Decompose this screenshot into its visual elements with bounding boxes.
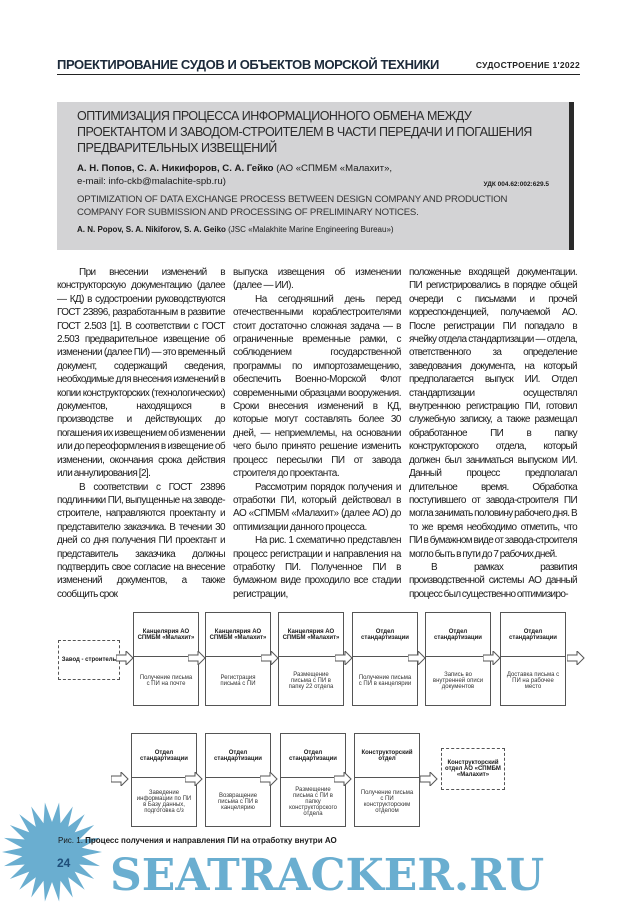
flow-arrow-icon [260,772,278,786]
email[interactable]: e-mail: info-ckb@malachite-spb.ru) [77,175,226,187]
step-department: Канцелярия АО СПМБМ «Малахит» [134,613,198,657]
article-title: ОПТИМИЗАЦИЯ ПРОЦЕССА ИНФОРМАЦИОННОГО ОБМЕНА МЕЖДУ ПРОЕКТАНТОМ И ЗАВОДОМ-СТРОИТЕЛЕМ В ЧАСТИ ПЕРЕДАЧИ И ПОГАШЕНИЯ ПРЕДВАРИТЕЛЬНЫХ ИЗВЕЩЕНИЙ [77,109,532,155]
authors [77,163,457,188]
paragraph: В соответствии с ГОСТ 23896 подлинники ПИ, выпущенные на заводе-строителе, направляются проектанту и представителю заказчика. В течении 30 дней со дня получения ПИ проектант и представитель заказчика должны подтвердить свое согласие на внесение изменений документов, а также сообщить срок [57,481,225,600]
step-action: Получение письма с ПИ на почте [139,675,193,687]
step-department: Отдел стандартизации [206,734,270,778]
caption-text: Процесс получения и направления ПИ на отработку внутри АО [82,836,337,845]
flow-arrow-icon [408,651,426,665]
step-action: Получение письма с ПИ в канцелярии [358,675,412,687]
affiliation-en: (JSC «Malakhite Marine Engineering Bureau») [225,225,394,234]
flow-arrow-icon [420,772,438,786]
step-action: Заведение информации по ПИ в Базу данных, подготовка с/з [136,790,192,814]
flow-arrow-icon [185,772,203,786]
author-names-en: A. N. Popov, S. A. Nikiforov, S. A. Geiko [77,225,226,234]
article-title-en: OPTIMIZATION OF DATA EXCHANGE PROCESS BETWEEN DESIGN COMPANY AND PRODUCTION COMPANY FOR SUBMISSION AND PROCESSING OF PRELIMINARY NOTICES. [77,194,508,218]
page-number: 24 [57,856,71,870]
caption-label: Рис. 1. [58,836,83,845]
paragraph: При внесении изменений в конструкторскую документацию (далее — КД) в судостроении руководствуются ГОСТ 23896, разработанным в развитие ГОСТ 2.503 [1]. В соответствии с ГОСТ 2.503 предварительное извещение об изменении (далее ПИ) — это временный документ, содержащий сведения, необходимые для внесения изменений в копии конструкторских (технологических) документов, находящихся в производстве и действующих до погашения их извещением об изменении или до переоформления в извещение об изменении, окончания срока действия или аннулирования [2]. [57,267,225,480]
affiliation: (АО «СПМБМ «Малахит», [273,163,393,174]
step-action: Получение письма с ПИ конструкторским отделом [360,790,414,814]
sun-logo-icon [0,792,110,904]
step-action: Запись во внутренней описи документов [432,672,484,690]
paragraph: Рассмотрим порядок получения и отработки ПИ, который действовал в АО «СПМБМ «Малахит» (далее АО) до оптимизации данного процесса. [233,481,401,533]
article-header-box [57,102,574,250]
column-1 [57,266,225,601]
start-node: Завод - строитель [58,640,120,680]
paragraph: На рис. 1 схематично представлен процесс регистрации и направления на отработку ПИ. Полученное ПИ в бумажном виде проходило все стадии регистрации, [233,535,401,600]
process-step [500,612,566,706]
flow-arrow-icon [116,651,134,665]
step-action: Размещение письма с ПИ в папку конструкторского отдела [289,787,337,817]
step-department: Отдел стандартизации [132,734,196,778]
running-header [57,54,580,75]
paragraph: На сегодняшний день перед отечественными кораблестроителями стоит достаточно сложная задача — в ограниченные временные рамки, с соблюдением государственной программы по импортозамещению, обеспечить Военно-Морской Флот современными образцами вооружения. Сроки внесения изменений в КД, которые могут составлять более 30 дней, — неприемлемы, на основании чего было принято решение изменить процесс пересылки ПИ от завода строителя до проектанта. [233,293,401,480]
step-action: Доставка письма с ПИ на рабочее место [506,672,560,690]
step-department: Отдел стандартизации [426,613,490,657]
section-title: ПРОЕКТИРОВАНИЕ СУДОВ И ОБЪЕКТОВ МОРСКОЙ ТЕХНИКИ [57,57,439,72]
journal-issue: СУДОСТРОЕНИЕ 1'2022 [475,60,580,70]
step-department: Отдел стандартизации [353,613,417,657]
process-step [425,612,491,706]
step-department: Канцелярия АО СПМБМ «Малахит» [206,613,270,657]
paragraph: положенные входящей документации. ПИ регистрировались в порядке общей очереди с письмами и прочей корреспонденцией, получаемой АО. После регистрации ПИ попадало в ячейку отдела стандартизации — отдела, ответственного за определение заведования документа, на который предполагается выпуск ИИ. Отдел стандартизации осуществлял внутреннюю регистрацию ПИ, готовил служебную записку, а также размещал обработанное ПИ в папку конструкторского отдела, который должен был заниматься выпуском ИИ. Данный процесс предполагал длительное время. Обработка поступившего от завода-строителя ПИ могла занимать половину рабочего дня. В то же время необходимо отметить, что ПИ в бумажном виде от завода-строителя могло быть в пути до 7 рабочих дней. [409,267,577,560]
paragraph: выпуска извещения об изменении (далее — ИИ). [233,267,401,292]
figure-caption [58,836,337,845]
author-names: А. Н. Попов, С. А. Никифоров, С. А. Гейко [77,163,274,174]
flow-arrow-icon [188,651,206,665]
flow-arrow-icon [483,651,501,665]
authors-en [77,225,555,234]
step-action: Размещение письма с ПИ в папку 22 отдела [288,672,334,690]
flow-arrow-icon [335,651,353,665]
step-department: Конструкторский отдел [355,734,419,778]
flow-arrow-icon [261,651,279,665]
step-department: Отдел стандартизации [281,734,345,778]
step-action: Регистрация письма с ПИ [220,675,256,687]
column-2 [233,266,401,601]
step-department: Канцелярия АО СПМБМ «Малахит» [279,613,343,657]
process-step [354,733,420,827]
end-node: Конструкторский отдел АО «СПМБМ «Малахит» [441,748,505,790]
column-3 [409,266,577,601]
watermark: SEATRACKER.RU [110,850,545,901]
udk-code: УДК 004.62:002:629.5 [483,181,549,188]
paragraph: В рамках развития производственной системы АО данный процесс был существенно оптимизиро- [409,561,577,600]
flow-arrow-icon [567,651,585,665]
step-department: Отдел стандартизации [501,613,565,657]
step-action: Возвращение письма с ПИ в канцелярию [217,793,258,811]
flow-arrow-icon [334,772,352,786]
flow-arrow-icon [111,772,129,786]
